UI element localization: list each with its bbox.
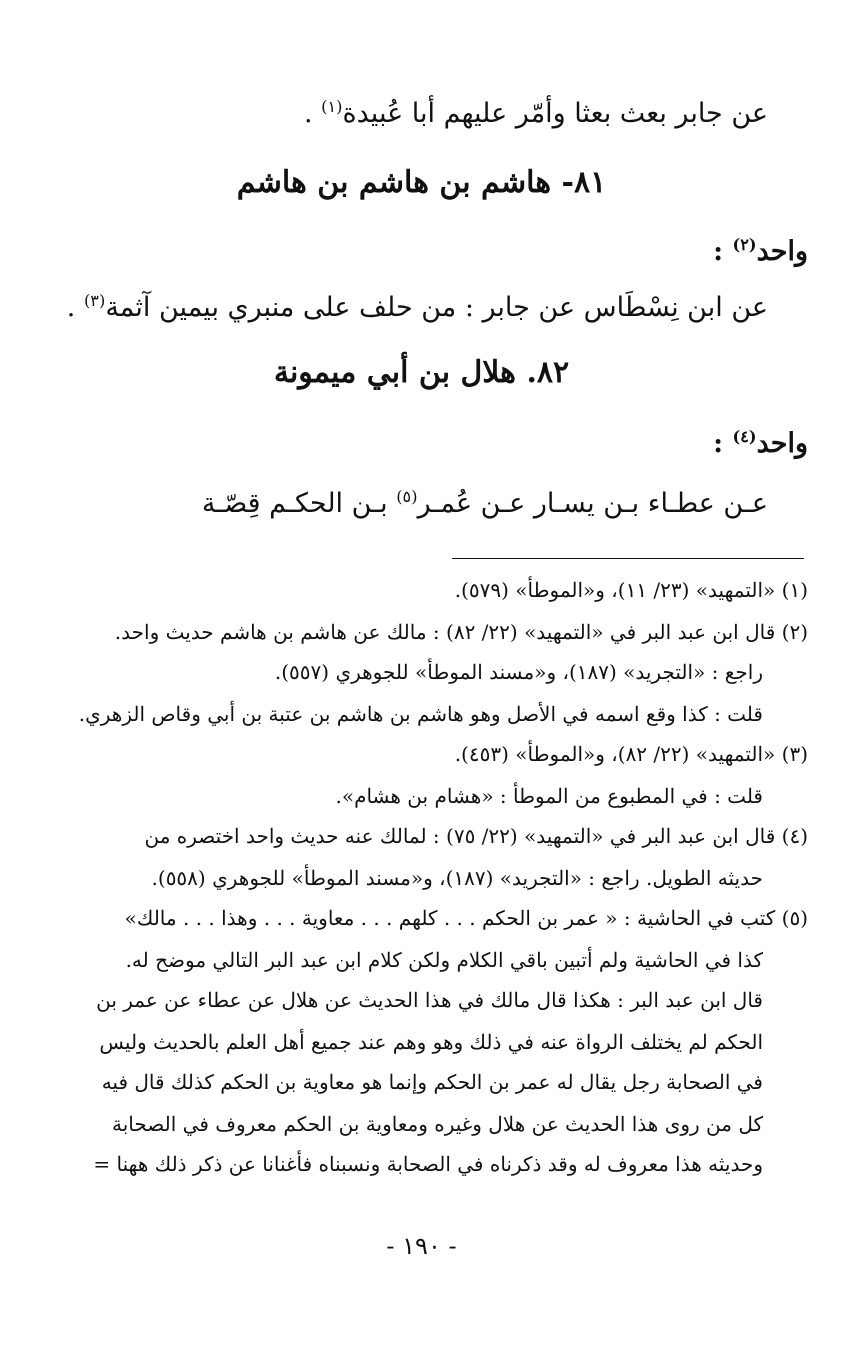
footnote-line: قلت : في المطبوع من الموطأ : «هشام بن هشام». xyxy=(335,784,763,808)
text-line-3-part-b: بـن الحكـم قِصّـة xyxy=(201,488,388,519)
wahid-label-2 xyxy=(713,428,808,459)
footnote-ref-1: (١) xyxy=(321,97,343,116)
section-heading-82: ٨٢. هلال بن أبي ميمونة xyxy=(273,355,570,390)
footnote-line: قال ابن عبد البر : هكذا قال مالك في هذا الحديث عن هلال عن عطاء عن عمر بن xyxy=(96,988,763,1012)
wahid-label-2-colon: : xyxy=(713,428,724,459)
wahid-label-1-colon: : xyxy=(713,236,724,267)
footnote-separator xyxy=(452,558,804,559)
text-line-2-end: . xyxy=(66,292,76,323)
footnote-ref-4: (٤) xyxy=(732,427,757,446)
text-line-2 xyxy=(67,292,768,323)
footnote-line: (٤) قال ابن عبد البر في «التمهيد» (٢٢/ ٧٥) : لمالك عنه حديث واحد اختصره من xyxy=(144,824,808,848)
footnote-line: (٥) كتب في الحاشية : « عمر بن الحكم . . . كلهم . . . معاوية . . . وهذا . . . مالك» xyxy=(124,906,808,930)
page-number: - ١٩٠ - xyxy=(386,1232,457,1260)
footnote-ref-2: (٢) xyxy=(732,235,757,254)
footnote-line: راجع : «التجريد» (١٨٧)، و«مسند الموطأ» للجوهري (٥٥٧). xyxy=(274,660,763,684)
footnote-line: كذا في الحاشية ولم أتبين باقي الكلام ولكن كلام ابن عبد البر التالي موضح له. xyxy=(125,948,763,972)
text-line-1-end: . xyxy=(303,98,313,129)
text-line-2-body: عن ابن نِسْطَاس عن جابر : من حلف على منبري بيمين آثمة xyxy=(105,292,768,323)
footnote-ref-5: (٥) xyxy=(396,487,418,506)
footnote-line: وحديثه هذا معروف له وقد ذكرناه في الصحابة ونسبناه فأغنانا عن ذكر ذلك ههنا = xyxy=(93,1152,763,1176)
text-line-1-body: عن جابر بعث بعثا وأمّر عليهم أبا عُبيدة xyxy=(342,98,768,129)
wahid-label-1-text: واحد xyxy=(756,236,808,267)
wahid-label-1 xyxy=(713,236,808,267)
footnote-line: الحكم لم يختلف الرواة عنه في ذلك وهو وهم عند جميع أهل العلم بالحديث وليس xyxy=(99,1030,763,1054)
wahid-label-2-text: واحد xyxy=(756,428,808,459)
footnote-line: في الصحابة رجل يقال له عمر بن الحكم وإنما هو معاوية بن الحكم كذلك قال فيه xyxy=(101,1070,763,1094)
section-heading-81: ٨١- هاشم بن هاشم بن هاشم xyxy=(236,165,607,200)
footnote-line: (١) «التمهيد» (٢٣/ ١١)، و«الموطأ» (٥٧٩). xyxy=(454,578,808,602)
text-line-1 xyxy=(304,98,768,129)
footnote-line: كل من روى هذا الحديث عن هلال وغيره ومعاوية بن الحكم معروف في الصحابة xyxy=(112,1112,763,1136)
footnote-line: (٣) «التمهيد» (٢٢/ ٨٢)، و«الموطأ» (٤٥٣). xyxy=(454,742,808,766)
footnote-line: (٢) قال ابن عبد البر في «التمهيد» (٢٢/ ٨٢) : مالك عن هاشم بن هاشم حديث واحد. xyxy=(114,620,808,644)
footnote-line: حديثه الطويل. راجع : «التجريد» (١٨٧)، و«مسند الموطأ» للجوهري (٥٥٨). xyxy=(151,866,763,890)
text-line-3 xyxy=(202,488,768,519)
footnote-line: قلت : كذا وقع اسمه في الأصل وهو هاشم بن هاشم بن عتبة بن أبي وقاص الزهري. xyxy=(78,702,763,726)
text-line-3-part-a: عـن عطـاء بـن يسـار عـن عُمـر xyxy=(417,488,768,519)
footnote-ref-3: (٣) xyxy=(83,291,106,310)
